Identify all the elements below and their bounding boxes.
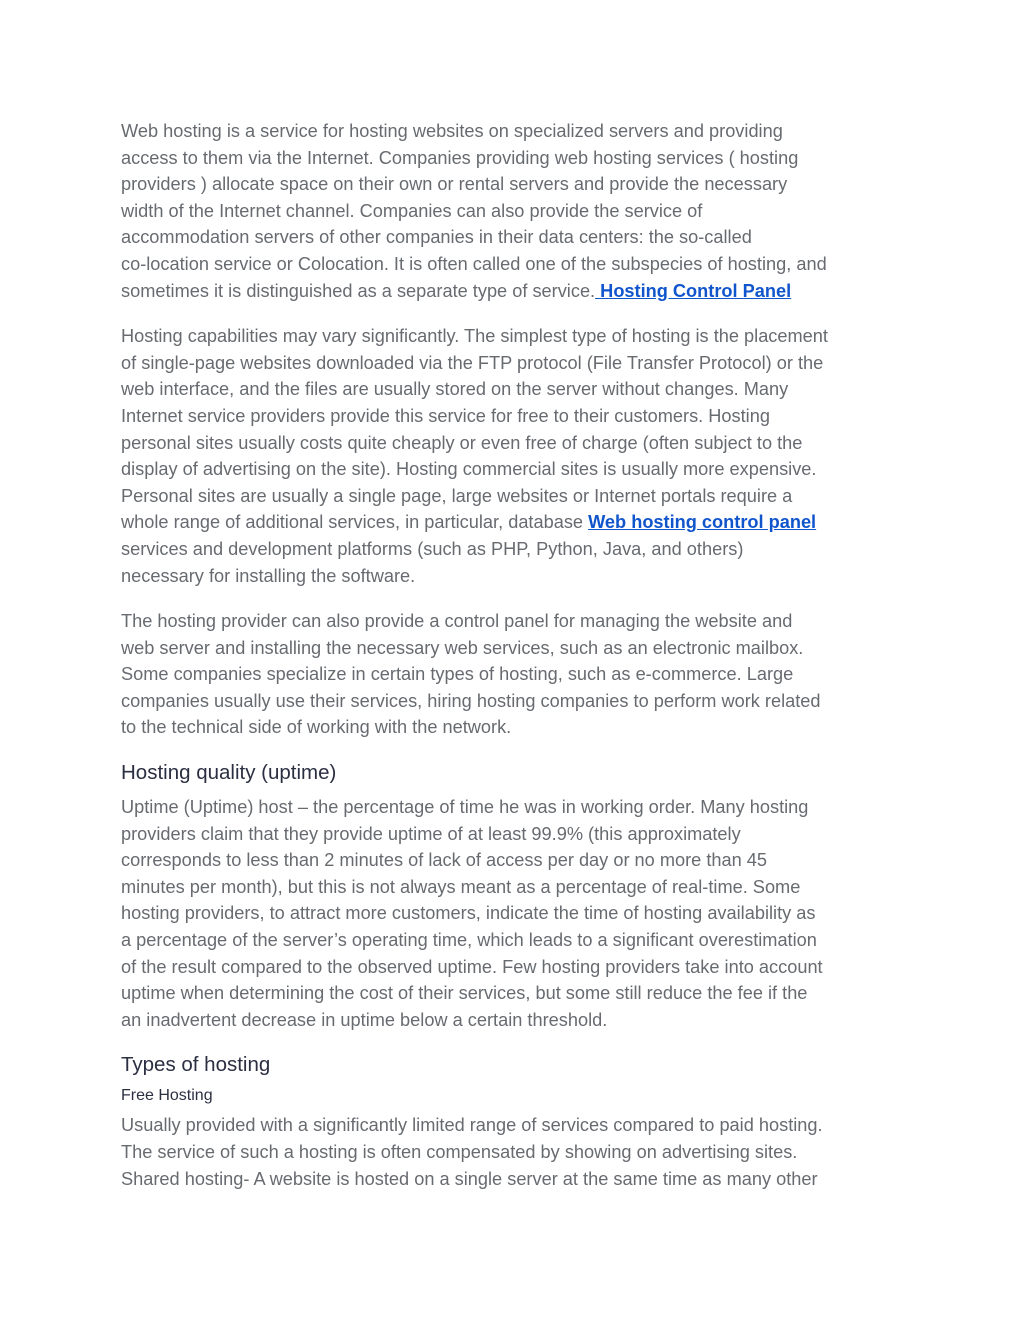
text-line: Hosting capabilities may vary significantly. The simplest type of hosting is the placement — [121, 326, 828, 347]
intro-paragraph — [121, 118, 911, 304]
text-line: companies usually use their services, hiring hosting companies to perform work related — [121, 690, 821, 711]
text-line: a percentage of the server’s operating time, which leads to a significant overestimation — [121, 930, 817, 951]
text-line: accommodation servers of other companies in their data centers: the so-called — [121, 227, 752, 248]
text-line: providers ) allocate space on their own or rental servers and provide the necessary — [121, 174, 788, 195]
text-line: The service of such a hosting is often compensated by showing on advertising sites. — [121, 1142, 798, 1162]
text-line: services and development platforms (such as PHP, Python, Java, and others) — [121, 538, 744, 559]
text-line: uptime when determining the cost of their services, but some still reduce the fee if the — [121, 983, 808, 1004]
text-line: necessary for installing the software. — [121, 565, 416, 586]
hosting-control-panel-link[interactable]: Hosting Control Panel — [595, 280, 792, 301]
free-hosting-paragraph — [121, 1112, 911, 1192]
text-line: co-location service or Colocation. It is often called one of the subspecies of hosting, and — [121, 253, 827, 274]
document-page — [121, 118, 911, 1211]
text-line: The hosting provider can also provide a control panel for managing the website and — [121, 611, 793, 632]
text-line: Personal sites are usually a single page, large websites or Internet portals require a — [121, 485, 793, 506]
text-line: an inadvertent decrease in uptime below a certain threshold. — [121, 1009, 608, 1030]
text-line-with-link — [121, 278, 911, 305]
text-line: access to them via the Internet. Companies providing web hosting services ( hosting — [121, 147, 799, 168]
text-line: web server and installing the necessary web services, such as an electronic mailbox. — [121, 637, 804, 658]
text-line: width of the Internet channel. Companies can also provide the service of — [121, 200, 703, 221]
web-hosting-control-panel-link[interactable]: Web hosting control panel — [588, 512, 817, 533]
text-line: Shared hosting- A website is hosted on a single server at the same time as many other — [121, 1168, 818, 1189]
text-line: personal sites usually costs quite cheaply or even free of charge (often subject to the — [121, 432, 803, 453]
text-line: Internet service providers provide this service for free to their customers. Hosting — [121, 405, 770, 426]
text-line: hosting providers, to attract more customers, indicate the time of hosting availability as — [121, 903, 816, 924]
text-line-with-link — [121, 509, 911, 536]
text-fragment: whole range of additional services, in particular, database — [121, 512, 589, 533]
capabilities-paragraph — [121, 323, 911, 589]
uptime-paragraph — [121, 794, 911, 1033]
free-hosting-subheading: Free Hosting — [121, 1087, 213, 1105]
text-line: Uptime (Uptime) host – the percentage of time he was in working order. Many hosting — [121, 797, 809, 818]
text-line: Usually provided with a significantly limited range of services compared to paid hosting. — [121, 1115, 823, 1136]
text-line: web interface, and the files are usually stored on the server without changes. Many — [121, 379, 789, 400]
text-line: corresponds to less than 2 minutes of lack of access per day or no more than 45 — [121, 850, 768, 871]
text-line: Some companies specialize in certain types of hosting, such as e-commerce. Large — [121, 664, 794, 685]
uptime-heading: Hosting quality (uptime) — [121, 761, 337, 785]
text-line: of single-page websites downloaded via the FTP protocol (File Transfer Protocol) or the — [121, 352, 824, 373]
text-line: to the technical side of working with the network. — [121, 717, 512, 738]
types-heading: Types of hosting — [121, 1053, 271, 1077]
text-line: minutes per month), but this is not always meant as a percentage of real-time. Some — [121, 876, 801, 897]
text-line: providers claim that they provide uptime of at least 99.9% (this approximately — [121, 823, 741, 844]
control-panel-paragraph — [121, 608, 911, 741]
text-line: of the result compared to the observed uptime. Few hosting providers take into account — [121, 956, 823, 977]
text-line: Web hosting is a service for hosting websites on specialized servers and providing — [121, 121, 783, 141]
text-line: display of advertising on the site). Hosting commercial sites is usually more expensive. — [121, 459, 817, 480]
text-fragment: sometimes it is distinguished as a separate type of service. — [121, 280, 596, 301]
